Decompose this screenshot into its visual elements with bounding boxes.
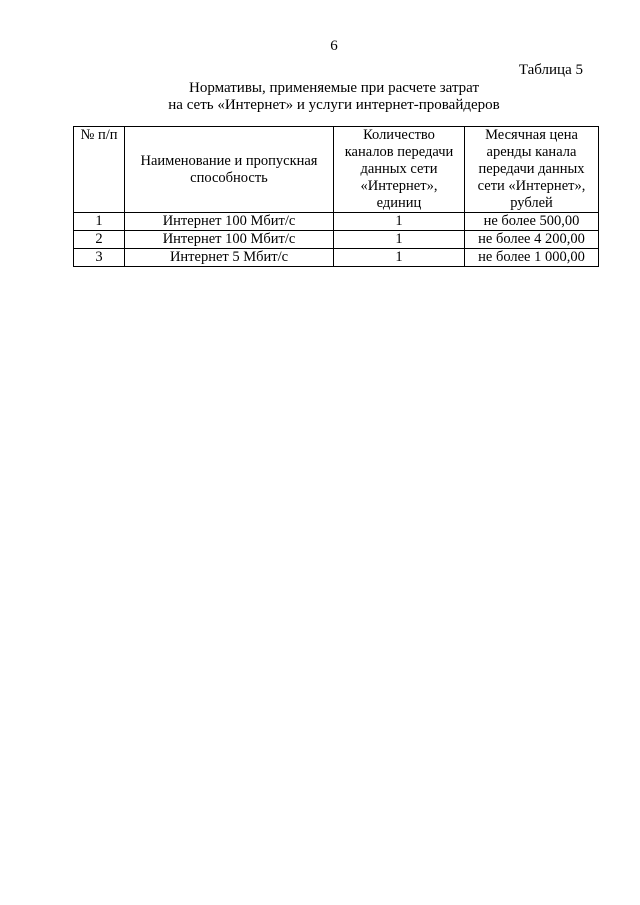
header-channels xyxy=(334,127,465,213)
cell-num: 2 xyxy=(74,231,125,249)
cell-price: не более 500,00 xyxy=(465,213,599,231)
header-name xyxy=(125,127,334,213)
header-name-line: Наименование и пропускная xyxy=(140,152,318,169)
header-channels-line: единиц xyxy=(376,195,422,211)
header-price xyxy=(465,127,599,213)
header-channels-line: каналов передачи xyxy=(344,144,454,160)
header-price-line: аренды канала xyxy=(486,144,577,160)
cell-price: не более 1 000,00 xyxy=(465,249,599,267)
cell-num: 1 xyxy=(74,213,125,231)
table-row xyxy=(74,249,599,267)
header-name-line: способность xyxy=(190,169,268,186)
cell-name: Интернет 100 Мбит/с xyxy=(125,213,334,231)
header-channels-line: «Интернет», xyxy=(360,178,438,194)
header-price-line: сети «Интернет», xyxy=(477,178,586,194)
table-row xyxy=(74,213,599,231)
table-caption: Таблица 5 xyxy=(518,62,583,78)
norms-table xyxy=(73,126,599,267)
header-channels-line: данных сети xyxy=(360,161,438,177)
table-header-row xyxy=(74,127,599,213)
header-channels-line: Количество xyxy=(363,127,435,143)
header-price-line: передачи данных xyxy=(478,161,585,177)
cell-name: Интернет 5 Мбит/с xyxy=(125,249,334,267)
title-line-2: на сеть «Интернет» и услуги интернет-провайдеров xyxy=(168,97,500,113)
header-num: № п/п xyxy=(74,127,125,213)
cell-name: Интернет 100 Мбит/с xyxy=(125,231,334,249)
cell-num: 3 xyxy=(74,249,125,267)
cell-channels: 1 xyxy=(334,213,465,231)
page-number: 6 xyxy=(330,38,338,54)
title-line-1: Нормативы, применяемые при расчете затрат xyxy=(188,80,480,96)
document-title xyxy=(0,80,640,114)
table-row xyxy=(74,231,599,249)
cell-channels: 1 xyxy=(334,249,465,267)
cell-channels: 1 xyxy=(334,231,465,249)
cell-price: не более 4 200,00 xyxy=(465,231,599,249)
header-price-line: Месячная цена xyxy=(485,127,578,143)
header-price-line: рублей xyxy=(510,195,553,211)
